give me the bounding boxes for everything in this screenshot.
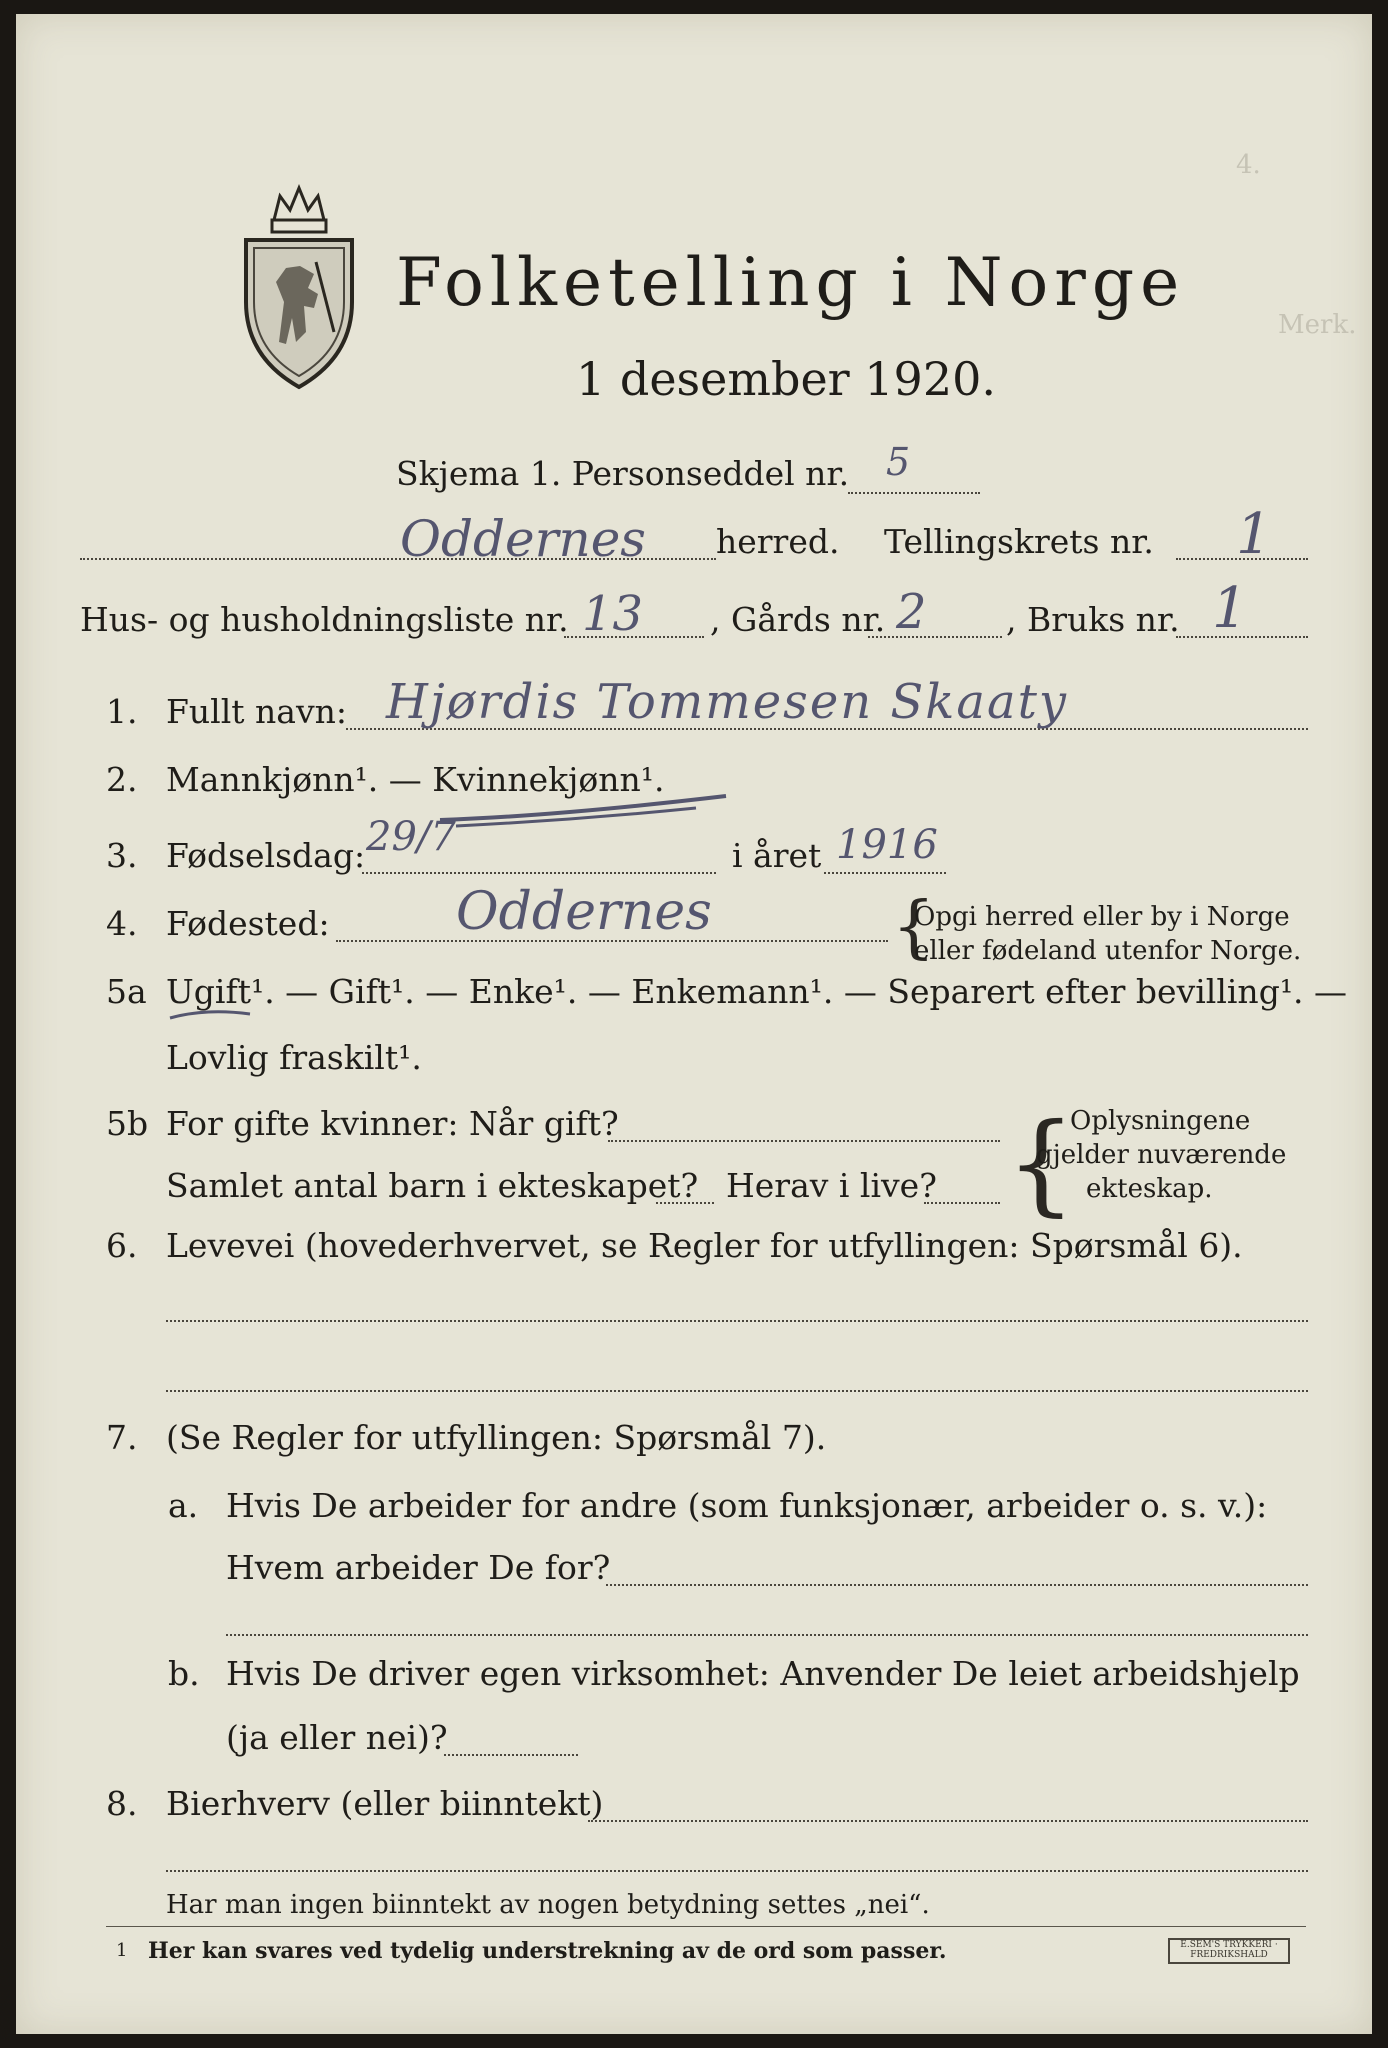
q7a-line-2 [226, 1634, 1308, 1636]
naar-gift-line [608, 1140, 1000, 1142]
birthplace-value: Oddernes [456, 882, 712, 942]
q2-label: Mannkjønn¹. — Kvinnekjønn¹. [166, 760, 665, 799]
q6-line-2 [166, 1390, 1308, 1392]
herred-label: herred. [716, 522, 840, 561]
q5b-note-line1: Oplysningene [1070, 1106, 1251, 1136]
q4-number: 4. [106, 904, 138, 943]
gards-value: 2 [896, 584, 927, 640]
q7b-letter: b. [168, 1654, 200, 1693]
personseddel-number: 5 [886, 440, 911, 484]
footnote-text: Her kan svares ved tydelig understrekning av de ord som passer. [148, 1938, 947, 1964]
q4-label: Fødested: [166, 904, 330, 943]
bleed-through-text: Merk. [1278, 310, 1357, 340]
q5a-label-cont: Lovlig fraskilt¹. [166, 1038, 422, 1077]
q8-line-1 [588, 1820, 1308, 1822]
birth-year-value: 1916 [836, 822, 938, 868]
nei-note: Har man ingen biinntekt av nogen betydning settes „nei“. [166, 1890, 930, 1920]
herav-line [924, 1202, 1000, 1204]
q5b-number: 5b [106, 1104, 149, 1143]
q1-label: Fullt navn: [166, 692, 347, 731]
q1-number: 1. [106, 692, 138, 731]
q5a-number: 5a [106, 972, 147, 1011]
q4-note-line1: Opgi herred eller by i Norge [914, 902, 1290, 932]
q7a-label-cont: Hvem arbeider De for? [226, 1548, 611, 1587]
q3-day-line [362, 872, 716, 874]
q7a-line-1 [606, 1584, 1308, 1586]
bleed-through-text: 4. [1236, 150, 1261, 180]
year-label: i året [732, 836, 822, 875]
herred-value: Oddernes [400, 510, 646, 568]
q7b-label: Hvis De driver egen virksomhet: Anvender De leiet arbeidshjelp [226, 1654, 1300, 1693]
bruks-label: , Bruks nr. [1006, 600, 1180, 639]
q6-label: Levevei (hovederhvervet, se Regler for utfyllingen: Spørsmål 6). [166, 1226, 1243, 1265]
ugift-underline-mark [166, 1002, 256, 1026]
bruks-value: 1 [1212, 576, 1248, 641]
husholdningsliste-label: Hus- og husholdningsliste nr. [80, 600, 569, 639]
q7b-label-cont: (ja eller nei)? [226, 1718, 448, 1757]
q7a-label: Hvis De arbeider for andre (som funksjonær, arbeider o. s. v.): [226, 1486, 1268, 1525]
q5b-note-line2: gjelder nuværende [1036, 1140, 1287, 1170]
gards-label: , Gårds nr. [710, 600, 886, 639]
q7b-line [444, 1754, 578, 1756]
q7-number: 7. [106, 1418, 138, 1457]
q8-number: 8. [106, 1784, 138, 1823]
q6-line-1 [166, 1320, 1308, 1322]
q8-line-2 [166, 1870, 1308, 1872]
q3-year-line [824, 872, 946, 874]
q8-label: Bierhverv (eller biinntekt) [166, 1784, 604, 1823]
kvinnekjonn-underline-mark [436, 790, 736, 830]
q4-note-line2: eller fødeland utenfor Norge. [914, 936, 1302, 966]
personseddel-line [848, 492, 980, 494]
census-date: 1 desember 1920. [576, 352, 996, 406]
q4-brace: { [892, 888, 936, 967]
birth-day-value: 29/7 [366, 814, 456, 860]
q5a-label: Ugift¹. — Gift¹. — Enke¹. — Enkemann¹. — Separert efter bevilling¹. — [166, 972, 1348, 1011]
tellingskrets-label: Tellingskrets nr. [884, 522, 1154, 561]
norway-coat-of-arms-icon [234, 182, 364, 392]
barn-label: Samlet antal barn i ekteskapet? [166, 1166, 699, 1205]
schema-label: Skjema 1. Personseddel nr. [396, 454, 850, 493]
q7a-letter: a. [168, 1486, 199, 1525]
footnote-number: 1 [116, 1940, 128, 1961]
q6-number: 6. [106, 1226, 138, 1265]
herav-label: Herav i live? [726, 1166, 937, 1205]
barn-line [656, 1202, 714, 1204]
q2-number: 2. [106, 760, 138, 799]
tellingskrets-value: 1 [1236, 502, 1272, 567]
q5b-label: For gifte kvinner: Når gift? [166, 1104, 619, 1143]
q3-number: 3. [106, 836, 138, 875]
footnote-rule [106, 1926, 1306, 1927]
q5b-brace: { [1006, 1099, 1076, 1227]
q3-label: Fødselsdag: [166, 836, 366, 875]
husholdningsliste-value: 13 [582, 586, 644, 642]
q5b-note-line3: ekteskap. [1086, 1174, 1213, 1204]
q1-full-name: Hjørdis Tommesen Skaaty [386, 674, 1068, 730]
form-title: Folketelling i Norge [396, 244, 1186, 321]
q7-label: (Se Regler for utfyllingen: Spørsmål 7). [166, 1418, 827, 1457]
printer-stamp: E.SEM'S TRYKKERI · FREDRIKSHALD [1168, 1938, 1290, 1964]
gards-line [868, 636, 1002, 638]
census-form-page [16, 14, 1372, 2034]
